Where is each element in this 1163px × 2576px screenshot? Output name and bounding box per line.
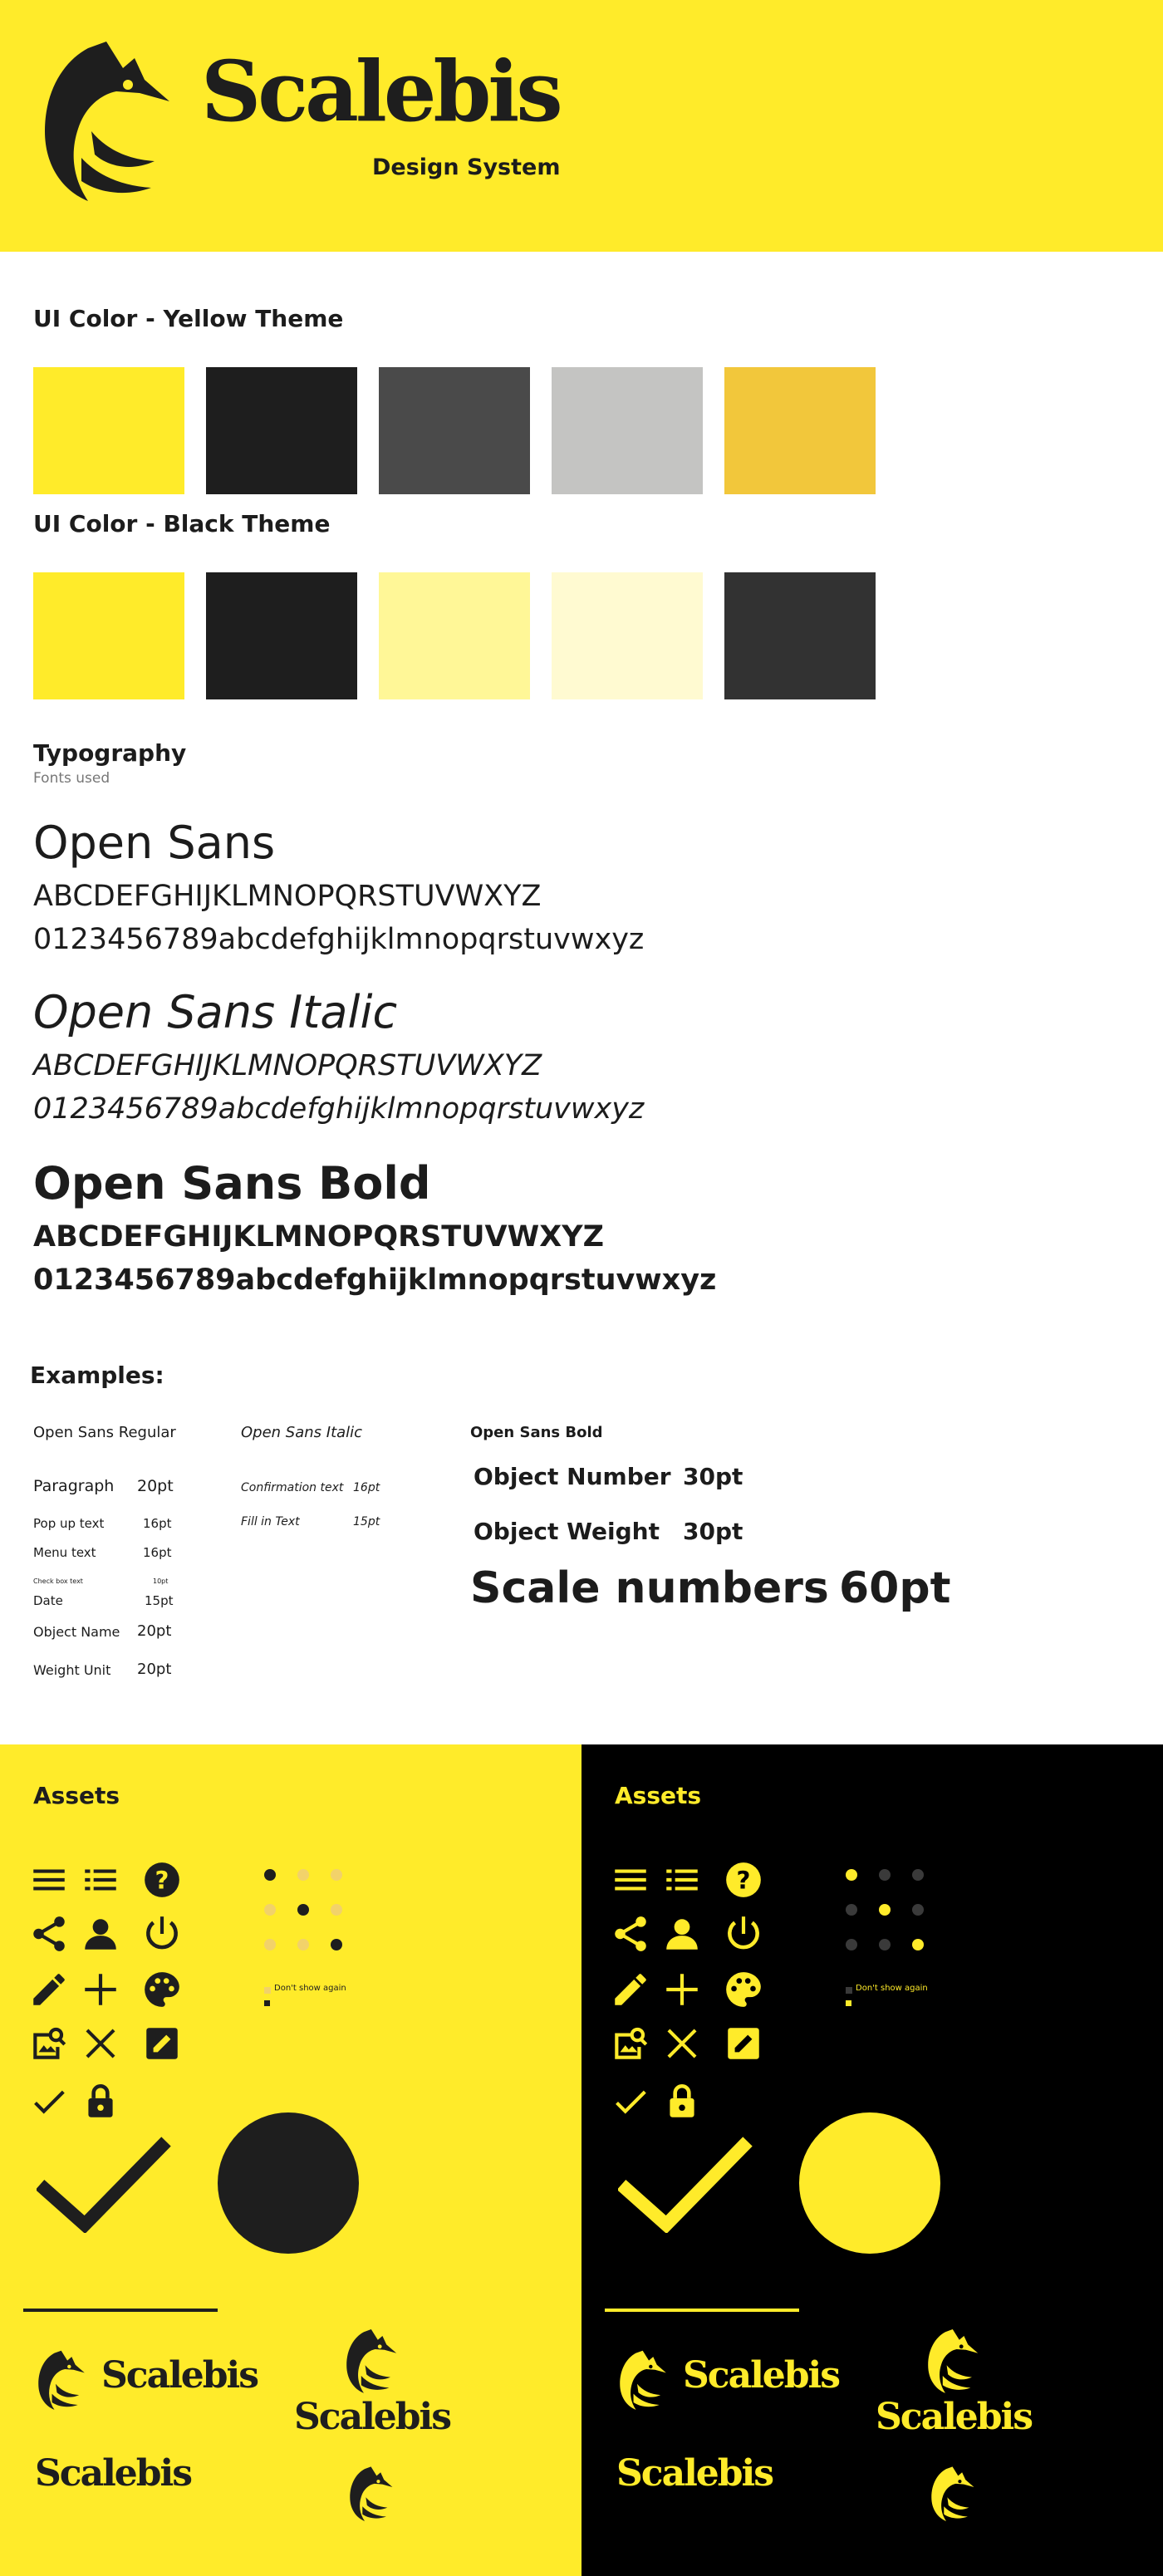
logo-stacked-wordmark: Scalebis (876, 2396, 1033, 2438)
plus-icon[interactable] (80, 1969, 121, 2010)
progress-dot (297, 1904, 309, 1916)
progress-dot (879, 1939, 891, 1950)
example-checkbox-label: Check box text (33, 1577, 83, 1585)
menu-icon[interactable] (610, 1859, 651, 1901)
close-icon[interactable] (661, 2023, 703, 2064)
progress-dot (264, 1904, 276, 1916)
power-icon[interactable] (723, 1913, 764, 1955)
example-menu-label: Menu text (33, 1545, 96, 1560)
example-object-weight-size: 30pt (683, 1518, 743, 1545)
font-italic-lower: 0123456789abcdefghijklmnopqrstuvwxyz (33, 1092, 645, 1126)
black-theme-swatch (33, 572, 184, 699)
progress-dot (879, 1904, 891, 1916)
assets-title-dark: Assets (615, 1782, 702, 1809)
black-theme-swatch (379, 572, 530, 699)
fox-logo-stacked-icon (917, 2326, 985, 2394)
header-banner (0, 0, 1163, 252)
plus-icon[interactable] (661, 1969, 703, 2010)
help-icon[interactable] (723, 1859, 764, 1901)
font-regular-upper: ABCDEFGHIJKLMNOPQRSTUVWXYZ (33, 880, 542, 913)
black-theme-swatch (724, 572, 876, 699)
example-scale-numbers-label: Scale numbers (470, 1563, 829, 1613)
person-icon[interactable] (661, 1913, 703, 1955)
yellow-theme-title: UI Color - Yellow Theme (33, 305, 344, 332)
lock-icon[interactable] (661, 2081, 703, 2122)
large-circle (218, 2112, 359, 2254)
yellow-theme-swatch (552, 367, 703, 494)
yellow-theme-swatch (206, 367, 357, 494)
black-theme-swatch (552, 572, 703, 699)
large-circle (799, 2112, 940, 2254)
assets-divider (605, 2309, 799, 2312)
example-weight-unit-label: Weight Unit (33, 1662, 111, 1678)
large-check-icon (37, 2135, 171, 2233)
dont-show-checkbox[interactable] (264, 1987, 271, 1994)
font-bold-name: Open Sans Bold (33, 1157, 431, 1209)
yellow-theme-swatch (379, 367, 530, 494)
logo-stacked-wordmark: Scalebis (294, 2396, 451, 2438)
progress-dot (297, 1869, 309, 1881)
font-italic-upper: ABCDEFGHIJKLMNOPQRSTUVWXYZ (33, 1049, 542, 1082)
example-bold-heading: Open Sans Bold (470, 1424, 603, 1441)
checkbox-box[interactable] (264, 2000, 270, 2006)
example-scale-numbers-size: 60pt (839, 1563, 951, 1613)
image-search-icon[interactable] (610, 2023, 651, 2064)
example-regular-heading: Open Sans Regular (33, 1424, 176, 1441)
power-icon[interactable] (141, 1913, 183, 1955)
dont-show-label: Don't show again (274, 1984, 346, 1993)
font-bold-upper: ABCDEFGHIJKLMNOPQRSTUVWXYZ (33, 1220, 604, 1254)
edit-box-icon[interactable] (141, 2023, 183, 2064)
black-theme-swatches (33, 572, 881, 699)
black-theme-swatch (206, 572, 357, 699)
logo-wordmark-only: Scalebis (35, 2452, 192, 2495)
fox-logo-small-icon (28, 2348, 91, 2411)
example-date-label: Date (33, 1593, 63, 1608)
example-paragraph-size: 20pt (137, 1477, 174, 1495)
palette-icon[interactable] (141, 1969, 183, 2010)
svg-text:?: ? (736, 1866, 751, 1895)
pencil-icon[interactable] (28, 1969, 70, 2010)
progress-dot (264, 1939, 276, 1950)
lock-icon[interactable] (80, 2081, 121, 2122)
svg-text:?: ? (155, 1866, 169, 1895)
font-regular-name: Open Sans (33, 817, 276, 869)
progress-dot (912, 1904, 924, 1916)
fox-logo-icon (30, 33, 175, 204)
example-object-name-size: 20pt (137, 1622, 172, 1640)
person-icon[interactable] (80, 1913, 121, 1955)
assets-panel-light (0, 1744, 582, 2576)
font-bold-lower: 0123456789abcdefghijklmnopqrstuvwxyz (33, 1263, 717, 1297)
fox-logo-mark-icon (922, 2464, 980, 2522)
progress-dot (297, 1939, 309, 1950)
large-check-icon (618, 2135, 753, 2233)
progress-dot (912, 1869, 924, 1881)
progress-dot (912, 1939, 924, 1950)
close-icon[interactable] (80, 2023, 121, 2064)
example-italic-heading: Open Sans Italic (241, 1424, 363, 1441)
logo-wordmark-only: Scalebis (616, 2452, 773, 2495)
checkbox-box[interactable] (846, 2000, 851, 2006)
example-confirmation-size: 16pt (353, 1481, 380, 1494)
example-object-number-label: Object Number (474, 1463, 671, 1490)
fox-logo-mark-icon (341, 2464, 399, 2522)
example-confirmation-label: Confirmation text (241, 1481, 344, 1494)
font-italic-name: Open Sans Italic (33, 986, 398, 1038)
logo-horizontal-wordmark: Scalebis (683, 2354, 840, 2397)
example-object-name-label: Object Name (33, 1624, 120, 1640)
example-object-weight-label: Object Weight (474, 1518, 660, 1545)
yellow-theme-swatch (33, 367, 184, 494)
list-icon[interactable] (80, 1859, 121, 1901)
example-date-size: 15pt (145, 1593, 174, 1608)
example-popup-size: 16pt (143, 1516, 172, 1531)
example-menu-size: 16pt (143, 1545, 172, 1560)
typography-subtitle: Fonts used (33, 770, 110, 787)
edit-box-icon[interactable] (723, 2023, 764, 2064)
check-icon[interactable] (28, 2081, 70, 2122)
examples-title: Examples: (30, 1362, 164, 1389)
brand-name: Scalebis (201, 42, 560, 140)
dont-show-checkbox[interactable] (846, 1987, 852, 1994)
assets-panel-dark (582, 1744, 1163, 2576)
example-checkbox-size: 10pt (153, 1577, 169, 1585)
progress-dot (331, 1904, 342, 1916)
example-paragraph-label: Paragraph (33, 1477, 115, 1495)
yellow-theme-swatch (724, 367, 876, 494)
progress-dot (846, 1904, 857, 1916)
image-search-icon[interactable] (28, 2023, 70, 2064)
progress-dot (331, 1939, 342, 1950)
dont-show-label: Don't show again (856, 1984, 928, 1993)
check-icon[interactable] (610, 2081, 651, 2122)
pencil-icon[interactable] (610, 1969, 651, 2010)
yellow-theme-swatches (33, 367, 881, 494)
progress-dot (846, 1869, 857, 1881)
progress-dot (264, 1869, 276, 1881)
black-theme-title: UI Color - Black Theme (33, 510, 331, 537)
fox-logo-stacked-icon (336, 2326, 404, 2394)
example-fill-in-label: Fill in Text (241, 1515, 300, 1528)
example-popup-label: Pop up text (33, 1516, 105, 1531)
example-weight-unit-size: 20pt (137, 1661, 172, 1678)
fox-logo-small-icon (610, 2348, 673, 2411)
palette-icon[interactable] (723, 1969, 764, 2010)
progress-dot (331, 1869, 342, 1881)
menu-icon[interactable] (28, 1859, 70, 1901)
font-regular-lower: 0123456789abcdefghijklmnopqrstuvwxyz (33, 923, 645, 956)
list-icon[interactable] (661, 1859, 703, 1901)
assets-title-light: Assets (33, 1782, 120, 1809)
share-icon[interactable] (610, 1913, 651, 1955)
typography-title: Typography (33, 739, 187, 767)
progress-dot (879, 1869, 891, 1881)
share-icon[interactable] (28, 1913, 70, 1955)
brand-subtitle: Design System (372, 155, 561, 180)
logo-horizontal-wordmark: Scalebis (101, 2354, 258, 2397)
example-object-number-size: 30pt (683, 1463, 743, 1490)
example-fill-in-size: 15pt (353, 1515, 380, 1528)
assets-divider (23, 2309, 218, 2312)
help-icon[interactable] (141, 1859, 183, 1901)
progress-dot (846, 1939, 857, 1950)
